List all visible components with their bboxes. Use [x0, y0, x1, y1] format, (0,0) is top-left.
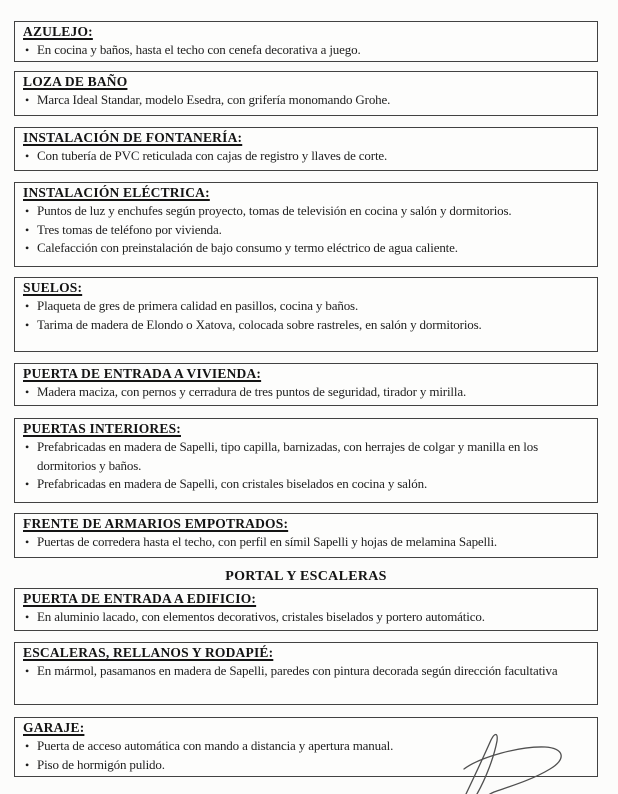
- bullet-text: Madera maciza, con pernos y cerradura de tres puntos de seguridad, tirador y mirilla.: [37, 384, 467, 399]
- spec-section: [14, 363, 598, 406]
- bullet-icon: •: [25, 535, 30, 549]
- bullet-item: [23, 438, 589, 475]
- bullet-text: Prefabricadas en madera de Sapelli, con cristales biselados en cocina y salón.: [37, 476, 428, 491]
- bullet-icon: •: [25, 385, 30, 399]
- bullet-text: Puerta de acceso automática con mando a distancia y apertura manual.: [37, 738, 394, 753]
- spec-section: [14, 277, 598, 352]
- bullet-list: [23, 297, 589, 334]
- bullet-list: [23, 147, 589, 166]
- bullet-text: En cocina y baños, hasta el techo con cenefa decorativa a juego.: [37, 42, 361, 57]
- spec-section: [14, 182, 598, 267]
- bullet-text: Puntos de luz y enchufes según proyecto, tomas de televisión en cocina y salón y dormitorios.: [37, 203, 512, 218]
- spec-section: [14, 71, 598, 116]
- spec-section: [14, 418, 598, 503]
- section-heading: AZULEJO:: [23, 24, 93, 39]
- bullet-text: Tres tomas de teléfono por vivienda.: [37, 221, 222, 237]
- bullet-text: Con tubería de PVC reticulada con cajas de registro y llaves de corte.: [37, 148, 388, 163]
- section-list-portal: [14, 588, 618, 777]
- bullet-item: [23, 662, 589, 681]
- bullet-text: Calefacción con preinstalación de bajo consumo y termo eléctrico de agua caliente.: [37, 240, 458, 255]
- bullet-item: [23, 91, 589, 110]
- section-heading: INSTALACIÓN ELÉCTRICA:: [23, 185, 210, 200]
- bullet-item: [23, 533, 589, 552]
- bullet-text: En aluminio lacado, con elementos decorativos, cristales biselados y portero automático.: [37, 609, 485, 624]
- bullet-list: [23, 608, 589, 627]
- section-heading: PUERTA DE ENTRADA A VIVIENDA:: [23, 366, 262, 381]
- section-list-vivienda: [14, 21, 618, 558]
- spec-section: [14, 717, 598, 777]
- bullet-text: Piso de hormigón pulido.: [37, 756, 165, 772]
- portal-escaleras-title: PORTAL Y ESCALERAS: [225, 569, 387, 584]
- bullet-icon: •: [25, 317, 30, 332]
- bullet-text: Puertas de corredera hasta el techo, con perfil en símil Sapelli y hojas de melamina Sapelli.: [37, 534, 498, 549]
- bullet-icon: •: [25, 43, 30, 57]
- spec-section: [14, 588, 598, 631]
- bullet-icon: •: [25, 757, 30, 772]
- section-heading: PUERTA DE ENTRADA A EDIFICIO:: [23, 591, 257, 606]
- section-heading: GARAJE:: [23, 720, 85, 735]
- spec-section: [14, 127, 598, 171]
- spec-section: [14, 642, 598, 705]
- bullet-item: [23, 41, 589, 60]
- bullet-icon: •: [25, 222, 30, 237]
- bullet-item: [23, 297, 589, 316]
- section-heading: INSTALACIÓN DE FONTANERÍA:: [23, 130, 243, 145]
- bullet-item: [23, 221, 589, 240]
- bullet-list: [23, 202, 589, 258]
- bullet-item: [23, 475, 589, 494]
- bullet-item: [23, 147, 589, 166]
- bullet-item: [23, 239, 589, 258]
- bullet-icon: •: [25, 241, 30, 255]
- bullet-icon: •: [25, 149, 30, 163]
- bullet-text: Prefabricadas en madera de Sapelli, tipo capilla, barnizadas, con herrajes de colgar y manilla en los dormitorios y baños.: [37, 439, 539, 473]
- bullet-item: [23, 383, 589, 402]
- bullet-icon: •: [25, 610, 30, 624]
- bullet-text: En mármol, pasamanos en madera de Sapelli, paredes con pintura decorada según dirección facultativa: [37, 663, 558, 678]
- section-heading: FRENTE DE ARMARIOS EMPOTRADOS:: [23, 516, 289, 531]
- section-heading: SUELOS:: [23, 280, 83, 295]
- bullet-list: [23, 737, 589, 774]
- spec-section: [14, 21, 598, 62]
- bullet-item: [23, 608, 589, 627]
- bullet-list: [23, 41, 589, 60]
- bullet-item: [23, 316, 589, 335]
- bullet-icon: •: [25, 477, 30, 491]
- bullet-icon: •: [25, 440, 30, 454]
- bullet-icon: •: [25, 204, 30, 218]
- bullet-text: Plaqueta de gres de primera calidad en pasillos, cocina y baños.: [37, 298, 359, 313]
- bullet-list: [23, 438, 589, 494]
- bullet-list: [23, 533, 589, 552]
- spec-section: [14, 513, 598, 558]
- bullet-icon: •: [25, 664, 30, 678]
- bullet-item: [23, 737, 589, 756]
- bullet-icon: •: [25, 739, 30, 753]
- bullet-list: [23, 91, 589, 110]
- section-heading: ESCALERAS, RELLANOS Y RODAPIÉ:: [23, 645, 274, 660]
- bullet-item: [23, 756, 589, 775]
- bullet-item: [23, 202, 589, 221]
- bullet-icon: •: [25, 299, 30, 313]
- section-heading: PUERTAS INTERIORES:: [23, 421, 181, 436]
- bullet-text: Marca Ideal Standar, modelo Esedra, con grifería monomando Grohe.: [37, 92, 391, 107]
- bullet-icon: •: [25, 93, 30, 107]
- bullet-text: Tarima de madera de Elondo o Xatova, colocada sobre rastreles, en salón y dormitorios.: [37, 316, 482, 332]
- section-heading: LOZA DE BAÑO: [23, 74, 128, 89]
- bullet-list: [23, 662, 589, 681]
- bullet-list: [23, 383, 589, 402]
